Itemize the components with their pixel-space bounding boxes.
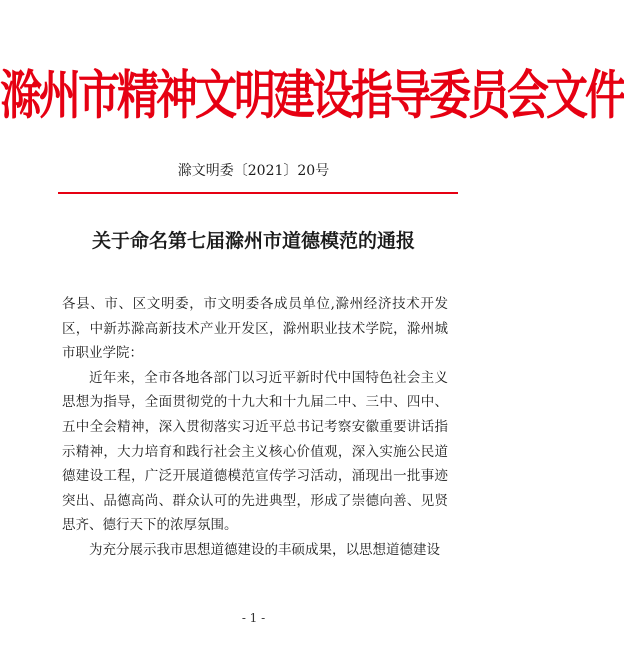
document-body [62, 292, 448, 563]
body-paragraph-2: 为充分展示我市思想道德建设的丰硕成果，以思想道德建设 [89, 541, 440, 558]
masthead-title: 滁州市精神文明建设指导委员会文件 [0, 64, 624, 126]
page-number: - 1 - [241, 611, 266, 625]
recipients-paragraph: 各县、市、区文明委，市文明委各成员单位,滁州经济技术开发区，中新苏滁高新技术产业开发区，滁州职业技术学院，滁州城市职业学院： [62, 296, 448, 362]
document-number: 滁文明委〔2021〕20号 [177, 163, 330, 179]
document-title: 关于命名第七届滁州市道德模范的通报 [91, 230, 415, 252]
red-divider-line [58, 192, 458, 194]
body-paragraph-1: 近年来，全市各地各部门以习近平新时代中国特色社会主义思想为指导，全面贯彻党的十九大和十九届二中、三中、四中、五中全会精神，深入贯彻落实习近平总书记考察安徽重要讲话指示精神，大力培育和践行社会主义核心价值观，深入实施公民道德建设工程，广泛开展道德模范宣传学习活动，涌现出一批事迹突出、品德高尚、群众认可的先进典型，形成了崇德向善、见贤思齐、德行天下的浓厚氛围。 [62, 369, 448, 534]
